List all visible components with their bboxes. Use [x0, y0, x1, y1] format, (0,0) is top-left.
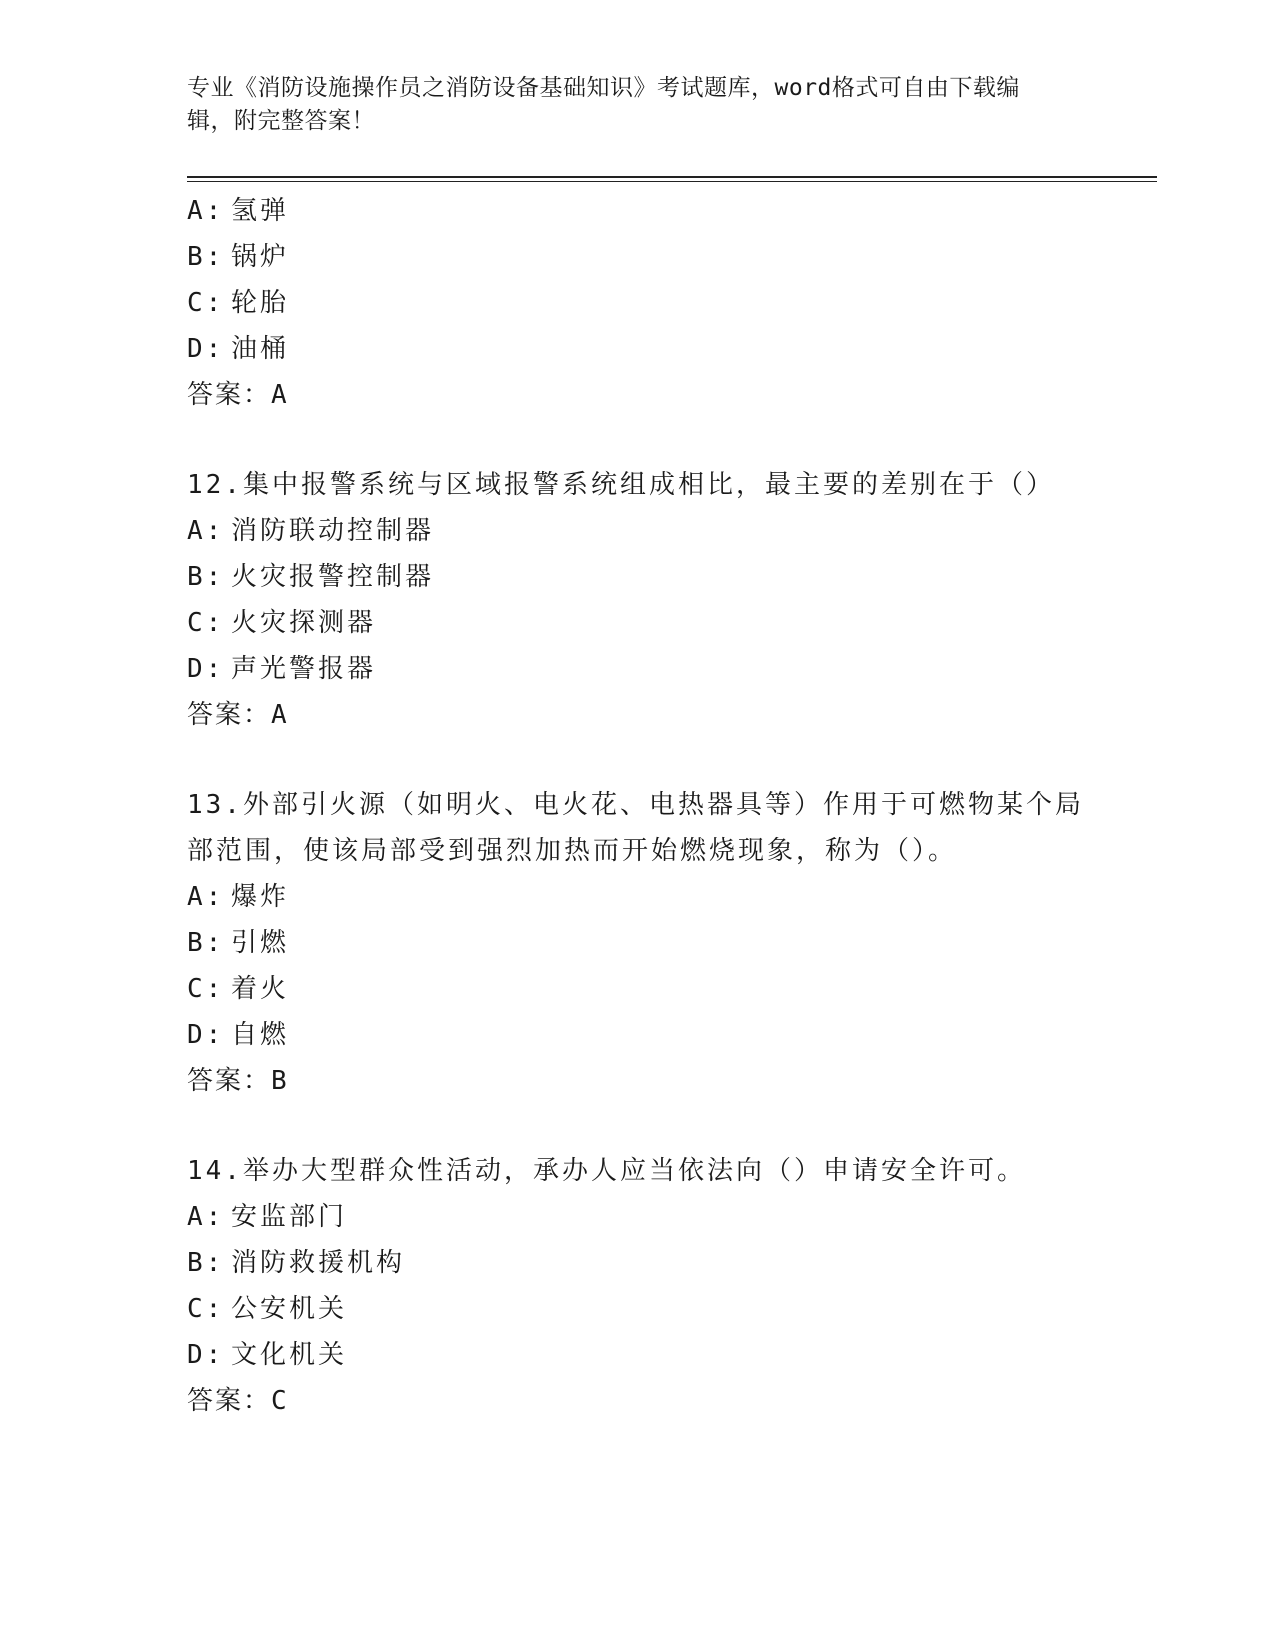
answer-line: 答案：B	[187, 1066, 289, 1096]
option-d: D: 自燃	[187, 1020, 290, 1050]
header-line-2: 辑，附完整答案！	[187, 108, 375, 134]
option-c: C: 公安机关	[187, 1294, 348, 1324]
option-d: D: 声光警报器	[187, 654, 377, 684]
option-a: A: 安监部门	[187, 1202, 348, 1232]
option-b: B: 火灾报警控制器	[187, 562, 435, 592]
option-c: C: 着火	[187, 974, 290, 1004]
option-b: B: 锅炉	[187, 242, 290, 272]
question-13	[187, 782, 1087, 1104]
question-12	[187, 462, 1087, 738]
option-c: C: 轮胎	[187, 288, 290, 318]
question-text: 12.集中报警系统与区域报警系统组成相比，最主要的差别在于（）	[187, 470, 1055, 500]
question-list	[187, 188, 1087, 1424]
option-a: A: 氢弹	[187, 196, 290, 226]
answer-line: 答案：A	[187, 380, 289, 410]
answer-line: 答案：C	[187, 1386, 289, 1416]
answer-line: 答案：A	[187, 700, 289, 730]
option-c: C: 火灾探测器	[187, 608, 377, 638]
option-d: D: 油桶	[187, 334, 290, 364]
question-14	[187, 1148, 1087, 1424]
option-a: A: 消防联动控制器	[187, 516, 435, 546]
header-line-1: 专业《消防设施操作员之消防设备基础知识》考试题库，word格式可自由下载编	[187, 75, 1020, 101]
question-text: 14.举办大型群众性活动，承办人应当依法向（）申请安全许可。	[187, 1156, 1026, 1186]
question-11-continued	[187, 188, 1087, 418]
question-text: 13.外部引火源（如明火、电火花、电热器具等）作用于可燃物某个局 部范围，使该局部受到强烈加热而开始燃烧现象，称为（）。	[187, 790, 1084, 866]
header-rule-thin	[187, 181, 1157, 182]
option-b: B: 消防救援机构	[187, 1248, 406, 1278]
option-d: D: 文化机关	[187, 1340, 348, 1370]
option-b: B: 引燃	[187, 928, 290, 958]
option-a: A: 爆炸	[187, 882, 290, 912]
header-rule-thick	[187, 176, 1157, 178]
document-header	[187, 72, 1067, 138]
